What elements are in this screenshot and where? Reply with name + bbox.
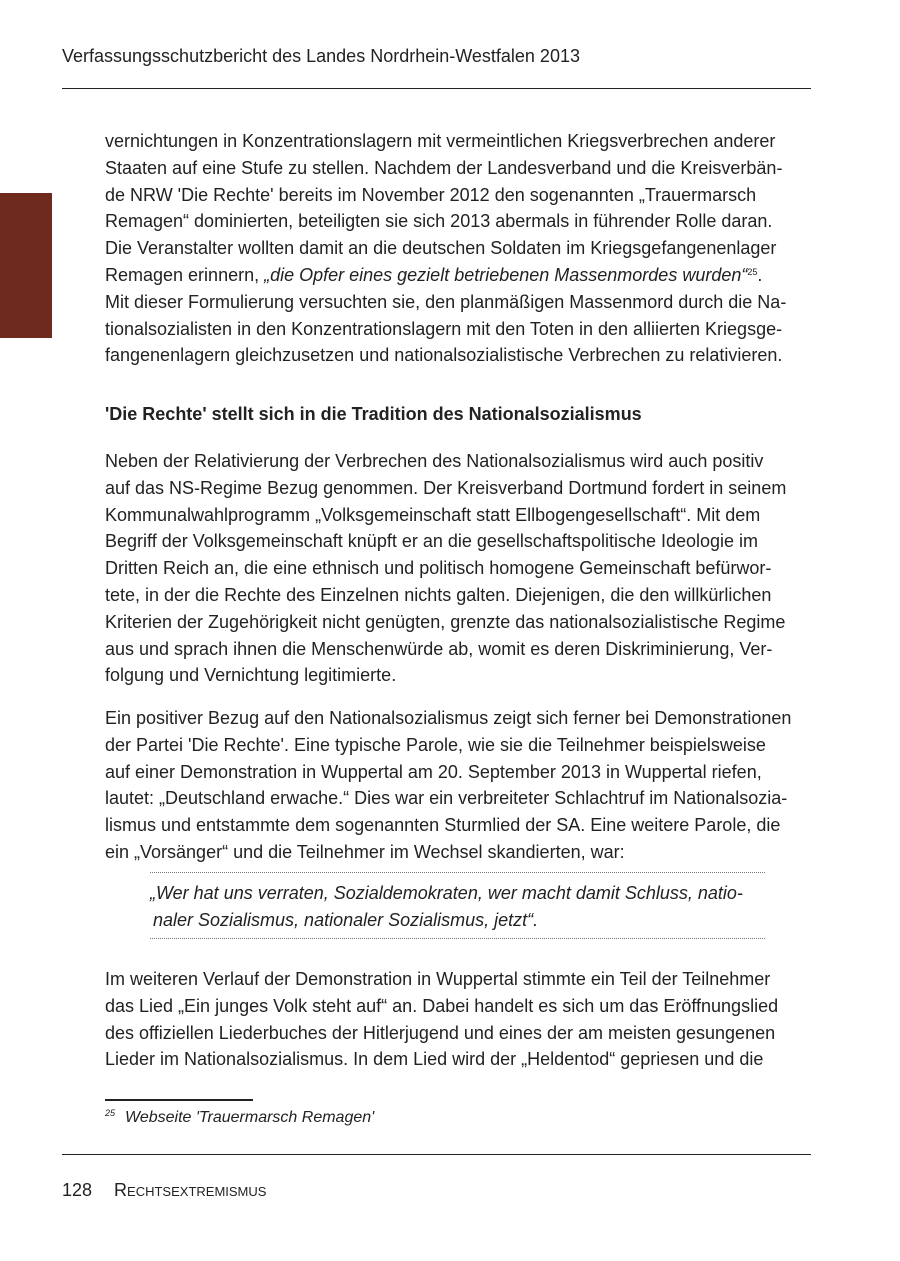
text-line: auf einer Demonstration in Wuppertal am 20. September 2013 in Wuppertal riefen, — [105, 761, 762, 782]
text-line: aus und sprach ihnen die Menschenwürde ab, womit es deren Diskriminierung, Ver- — [105, 638, 773, 659]
paragraph-3 — [105, 705, 813, 866]
text-line: ein „Vorsänger“ und die Teilnehmer im Wechsel skandierten, war: — [105, 841, 625, 862]
paragraph-2 — [105, 448, 813, 689]
page-number: 128 — [62, 1180, 93, 1200]
text-span: Remagen erinnern, — [105, 264, 265, 285]
footnote-rule — [105, 1099, 253, 1101]
quote-line: naler Sozialismus, nationaler Sozialismus, jetzt“. — [153, 909, 539, 930]
chapter-side-tab — [0, 193, 52, 338]
text-line: tionalsozialisten in den Konzentrationslagern mit den Toten in den alliierten Kriegsge- — [105, 318, 783, 339]
text-line: der Partei 'Die Rechte'. Eine typische Parole, wie sie die Teilnehmer beispielsweise — [105, 734, 766, 755]
footer-section-title: Rechtsextremismus — [114, 1180, 267, 1200]
paragraph-4 — [105, 966, 813, 1073]
text-line: auf das NS-Regime Bezug genommen. Der Kreisverband Dortmund fordert in seinem — [105, 477, 787, 498]
text-line: Ein positiver Bezug auf den Nationalsozialismus zeigt sich ferner bei Demonstrationen — [105, 708, 792, 728]
text-line: Staaten auf eine Stufe zu stellen. Nachdem der Landesverband und die Kreisverbän- — [105, 157, 783, 178]
quote-line: „Wer hat uns verraten, Sozialdemokraten, wer macht damit Schluss, natio- — [150, 883, 743, 903]
text-line: Im weiteren Verlauf der Demonstration in Wuppertal stimmte ein Teil der Teilnehmer — [105, 969, 771, 989]
text-line: Mit dieser Formulierung versuchten sie, den planmäßigen Massenmord durch die Na- — [105, 291, 787, 312]
text-line: das Lied „Ein junges Volk steht auf“ an. Dabei handelt es sich um das Eröffnungslied — [105, 995, 779, 1016]
text-line: Kriterien der Zugehörigkeit nicht genügten, grenzte das nationalsozialistische Regime — [105, 611, 786, 632]
text-line — [105, 262, 813, 289]
text-line: Dritten Reich an, die eine ethnisch und politisch homogene Gemeinschaft befürwor- — [105, 558, 772, 579]
text-line: Remagen“ dominierten, beteiligten sie sich 2013 abermals in führender Rolle daran. — [105, 211, 773, 232]
footer-rule — [62, 1154, 811, 1155]
page-footer — [62, 1180, 266, 1201]
footnote-reference: 25 — [747, 266, 758, 277]
text-line: des offiziellen Liederbuches der Hitlerjugend und eines der am meisten gesungenen — [105, 1022, 776, 1043]
footnote-number: 25 — [105, 1108, 116, 1118]
text-line: Die Veranstalter wollten damit an die deutschen Soldaten im Kriegsgefangenenlager — [105, 238, 777, 259]
text-line: lautet: „Deutschland erwache.“ Dies war ein verbreiteter Schlachtruf im Nationalsozia- — [105, 788, 788, 809]
text-line: vernichtungen in Konzentrationslagern mit vermeintlichen Kriegsverbrechen anderer — [105, 131, 776, 151]
text-span: . — [757, 264, 763, 285]
header-rule — [62, 88, 811, 89]
footnote-text: Webseite 'Trauermarsch Remagen' — [125, 1109, 375, 1126]
text-line: fangenenlagern gleichzusetzen und nationalsozialistische Verbrechen zu relativieren. — [105, 345, 783, 366]
inline-quote: „die Opfer eines gezielt betriebenen Massenmordes wurden“ — [264, 264, 748, 285]
footnote — [105, 1108, 374, 1127]
text-line: lismus und entstammte dem sogenannten Sturmlied der SA. Eine weitere Parole, die — [105, 815, 781, 836]
text-line: Lieder im Nationalsozialismus. In dem Lied wird der „Heldentod“ gepriesen und die — [105, 1049, 764, 1070]
text-line: Begriff der Volksgemeinschaft knüpft er an die gesellschaftspolitische Ideologie im — [105, 531, 759, 552]
running-header-title: Verfassungsschutzbericht des Landes Nordrhein-Westfalen 2013 — [62, 46, 580, 66]
text-line: tete, in der die Rechte des Einzelnen nichts galten. Diejenigen, die den willkürlichen — [105, 584, 772, 605]
text-line: Neben der Relativierung der Verbrechen des Nationalsozialismus wird auch positiv — [105, 451, 764, 471]
text-line: folgung und Vernichtung legitimierte. — [105, 665, 397, 686]
text-line: de NRW 'Die Rechte' bereits im November 2012 den sogenannten „Trauermarsch — [105, 184, 757, 205]
paragraph-1 — [105, 128, 813, 369]
text-line: Kommunalwahlprogramm „Volksgemeinschaft statt Ellbogengesellschaft“. Mit dem — [105, 504, 761, 525]
block-quote — [150, 872, 765, 939]
section-heading: 'Die Rechte' stellt sich in die Tradition des Nationalsozialismus — [105, 404, 642, 424]
